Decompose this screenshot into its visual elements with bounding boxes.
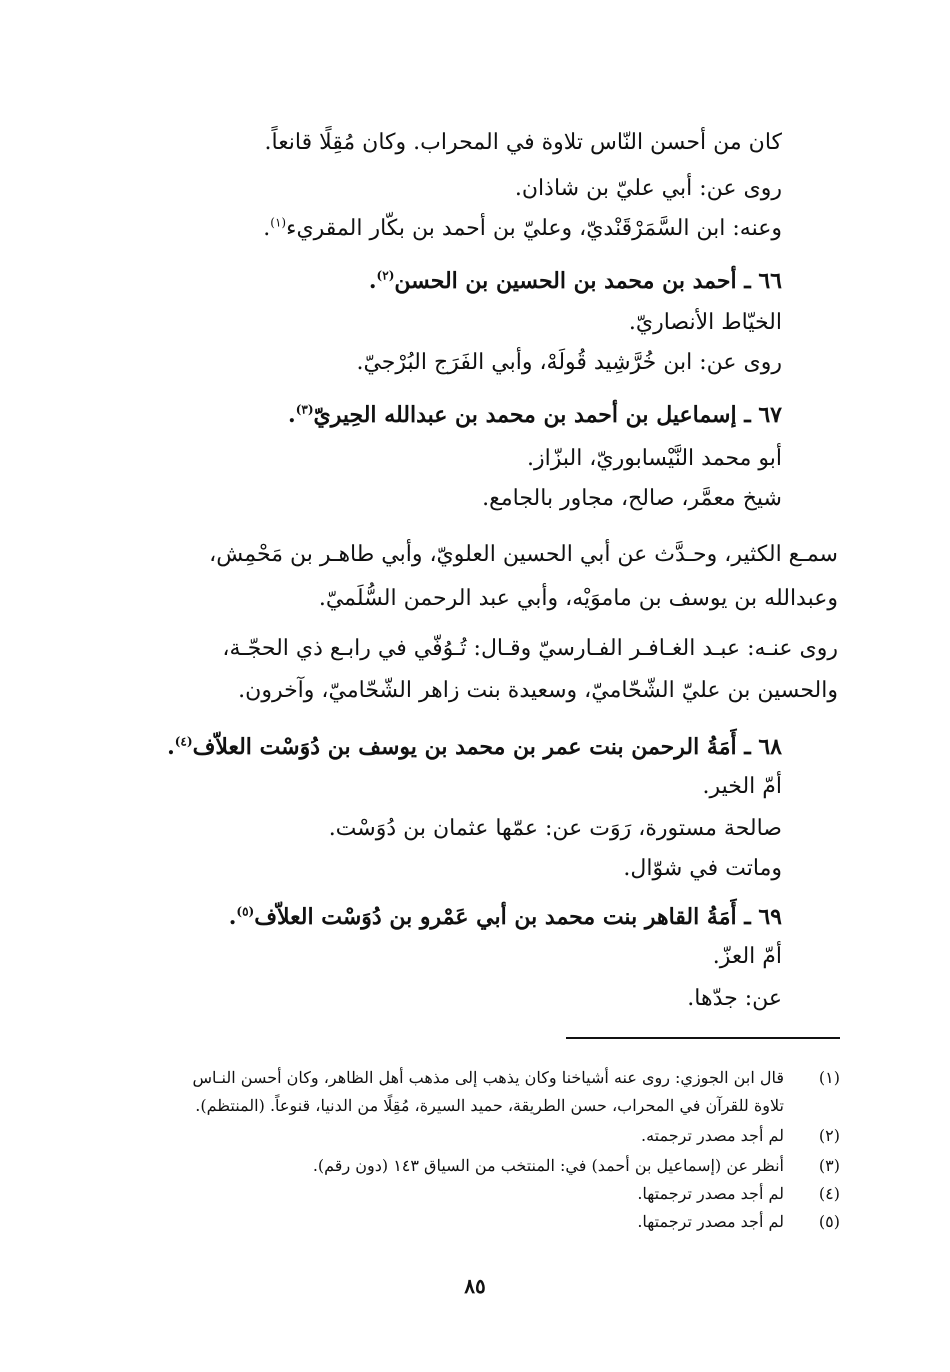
text-line [263,212,782,246]
text-line [122,632,838,666]
text-line [122,674,838,708]
line-text: كان من أحسن النّاس تلاوة في المحراب. وكان مُقِلًا قانعاً. [264,130,782,155]
line-end-punctuation: . [167,734,175,760]
line-text: أبو محمد النَّيْسابوريّ، البزّاز. [526,446,782,471]
footnote-number: (١) [818,1068,840,1087]
line-text: شيخ معمَّر، صالح، مجاور بالجامع. [482,486,782,511]
text-line [623,852,782,886]
footnote-separator [566,1037,840,1039]
page-number: ٨٥ [464,1274,486,1298]
text-line [122,582,838,616]
footnote-number: (٣) [818,1156,840,1175]
footnote-text: لم أجد مصدر ترجمتها. [637,1184,784,1203]
footnote [120,1182,840,1210]
footnote-marker: (٣) [295,402,314,417]
footnote-text: قال ابن الجوزي: روى عنه أشياخنا وكان يذهب إلى مذهب أهل الظاهر، وكان أحسن النـاس [192,1068,784,1087]
text-line [527,442,782,476]
line-text: الخيّاط الأنصاريّ. [628,310,782,335]
footnote [120,1154,840,1182]
line-end-punctuation: . [228,904,237,930]
line-end-punctuation: . [263,216,271,241]
line-end-punctuation: . [368,268,377,294]
footnote [120,1210,840,1238]
text-line [167,730,782,764]
footnote-text: لم أجد مصدر ترجمته. [641,1126,784,1145]
text-line [288,398,782,432]
footnote-marker: (١) [270,215,287,230]
line-text: سمـع الكثير، وحـدَّث عن أبي الحسين العلويّ، وأبي طاهـر بن مَحْمِش، [209,542,838,567]
line-text: أمّ العزّ. [712,944,782,969]
footnote-marker: (٥) [236,904,255,919]
text-line [229,900,782,934]
line-text: ٦٩ ـ أَمَةُ القاهر بنت محمد بن أبي عَمْرو بن دُوَسْت العلاّف [254,904,782,930]
text-line [482,482,782,516]
footnote-number: (٥) [818,1212,840,1231]
text-line [713,940,782,974]
text-line [122,538,838,572]
line-text: ٦٨ ـ أَمَةُ الرحمن بنت عمر بن محمد بن يوسف بن دُوَسْت العلاّف [192,734,782,760]
line-text: ٦٦ ـ أحمد بن محمد بن الحسين بن الحسن [394,268,782,294]
line-text: ٦٧ ـ إسماعيل بن أحمد بن محمد بن عبدالله الحِيريّ [313,402,782,428]
line-text: صالحة مستورة، رَوَت عن: عمّها عثمان بن دُوَسْت. [328,816,782,841]
text-line [369,264,782,298]
line-text: روى عن: ابن خُرَّشِيد قُولَهْ، وأبي الفَرَج البُرْجيّ. [356,350,782,375]
line-text: وعنه: ابن السَّمَرْقَنْديّ، وعليّ بن أحمد بن بكّار المقريء [286,216,782,241]
footnote-number: (٤) [818,1184,840,1203]
line-text: روى عن: أبي عليّ بن شاذان. [514,176,782,201]
line-text: وعبدالله بن يوسف بن ماموَيْه، وأبي عبد الرحمن السُّلَميّ. [318,586,838,611]
footnote-marker: (٢) [376,268,395,283]
line-text: روى عنـه: عبـد الغـافـر الفـارسيّ وقـال: تُـوُفّي في رابـع ذي الحجّـة، [222,636,838,661]
text-line [687,982,782,1016]
text-line [265,126,783,160]
footnote-text: لم أجد مصدر ترجمتها. [637,1212,784,1231]
text-line [629,306,782,340]
footnote-marker: (٤) [174,734,193,749]
footnote [120,1066,840,1122]
footnote-text: تلاوة للقرآن في المحراب، حسن الطريقة، حميد السيرة، مُقِلًا من الدنيا، قنوعاً. (المنتظم). [195,1096,784,1115]
line-text: وماتت في شوّال. [623,856,782,881]
line-text: والحسين بن عليّ الشّحّاميّ، وسعيدة بنت زاهر الشّحّاميّ، وآخرون. [238,678,838,703]
text-line [515,172,782,206]
text-line [329,812,782,846]
footnote-text: أنظر عن (إسماعيل بن أحمد) في: المنتخب من السياق ١٤٣ (دون رقم). [312,1156,784,1175]
line-text: أمّ الخير. [702,774,782,799]
line-end-punctuation: . [288,402,296,428]
footnote-number: (٢) [818,1126,840,1145]
line-text: عن: جدّها. [687,986,782,1011]
footnote [120,1124,840,1152]
text-line [702,770,782,804]
text-line [356,346,782,380]
